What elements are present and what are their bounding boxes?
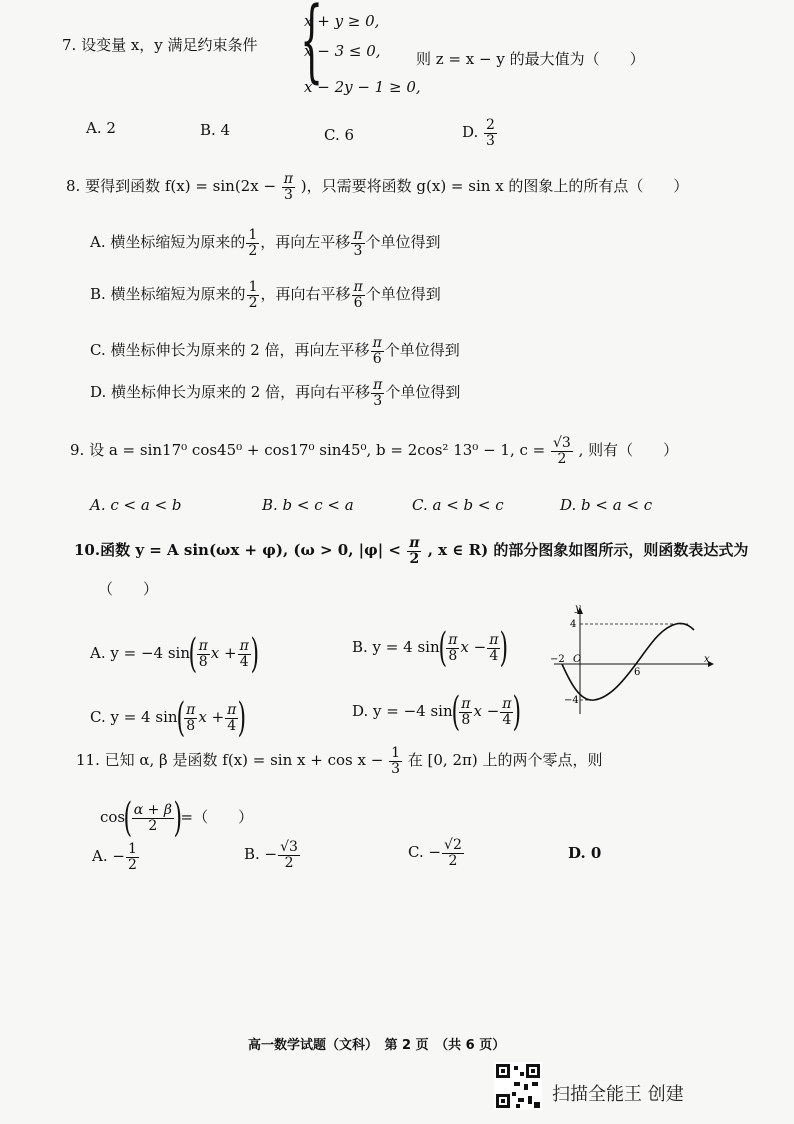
q8-b-mid: ，再向右平移 xyxy=(260,285,351,304)
q8-three: 3 xyxy=(283,186,293,203)
q11-ab: α + β xyxy=(133,801,172,818)
tick-minus-4: −4 xyxy=(564,695,579,706)
q9-den: 2 xyxy=(557,450,567,467)
q8-b-den: 2 xyxy=(248,294,258,311)
q11-c-num: √2 xyxy=(444,837,462,853)
q10-a-four: 4 xyxy=(239,653,249,670)
qr-code-icon xyxy=(494,1062,542,1110)
q11-eq: =（ ） xyxy=(180,808,254,826)
q10-d-eight: 8 xyxy=(461,711,471,728)
q8-c-pi: π xyxy=(372,335,382,351)
q10-b-label: B. y = 4 sin xyxy=(352,638,440,656)
q11-expression: cos( $\frac{\alpha + \beta}{2}$ )=（ ） xyxy=(100,795,254,841)
q10-b-eight: 8 xyxy=(448,647,458,664)
page-footer: 高一数学试题（文科） 第 2 页 （共 6 页） xyxy=(248,1038,506,1053)
q11-cos: cos xyxy=(100,808,126,826)
q8-a-post: 个单位得到 xyxy=(365,233,441,252)
q9-stem-text: 9. 设 a = sin17⁰ cos45⁰ + cos17⁰ sin45⁰, b = 2cos² 13⁰ − 1, c = xyxy=(70,441,546,460)
q10-b-four: 4 xyxy=(489,647,499,664)
q11-a-num: 1 xyxy=(127,841,137,857)
q7-d-den: 3 xyxy=(486,132,495,149)
q8-a-three: 3 xyxy=(353,242,363,259)
q9-tail: , 则有（ ） xyxy=(578,441,679,460)
q7-constraint-1: x + y ≥ 0, xyxy=(304,12,380,30)
q10-a-x: x + xyxy=(210,644,237,662)
q7-stem: 7. 设变量 x，y 满足约束条件 xyxy=(62,36,258,54)
q8-stem-post: )，只需要将函数 g(x) = sin x 的图象上的所有点（ ） xyxy=(300,177,689,196)
q9-option-a: A. c < a < b xyxy=(90,496,182,514)
q7-constraint-2: x − 3 ≤ 0, xyxy=(304,42,381,60)
origin-label: O xyxy=(573,654,582,665)
q8-d-three: 3 xyxy=(373,392,383,409)
q10-c-eight: 8 xyxy=(186,717,196,734)
q10-blank: （ ） xyxy=(98,580,159,598)
q7-option-a: A. 2 xyxy=(86,119,116,137)
q7-option-c: C. 6 xyxy=(324,126,355,144)
q8-pi: π xyxy=(283,171,293,187)
q7-option-d-label: D. xyxy=(462,123,479,142)
q8-c-pre: C. 横坐标伸长为原来的 2 倍，再向左平移 xyxy=(90,341,370,360)
q10-d-pi2: π xyxy=(502,695,512,712)
q10-c-x: x + xyxy=(198,708,225,726)
q7-option-b: B. 4 xyxy=(200,121,231,139)
q7-option-d xyxy=(462,118,498,148)
q9-option-c: C. a < b < c xyxy=(412,496,504,514)
q10-stem-a: 10.函数 y = A sin(ωx + φ), (ω > 0, |φ| < xyxy=(74,541,401,560)
q10-a-pi1: π xyxy=(198,637,208,654)
q10-stem xyxy=(74,536,748,566)
q10-d-label: D. y = −4 sin xyxy=(352,702,453,720)
y-axis-label: y xyxy=(575,603,581,614)
q10-a-pi2: π xyxy=(239,637,249,654)
q10-c-four: 4 xyxy=(227,717,237,734)
q10-b-x: x − xyxy=(460,638,487,656)
q10-two: 2 xyxy=(409,550,420,567)
tick-6: 6 xyxy=(634,667,641,678)
q10-c-label: C. y = 4 sin xyxy=(90,708,178,726)
q10-b-pi2: π xyxy=(489,631,499,648)
q11-two: 2 xyxy=(148,817,158,834)
q10-c-pi2: π xyxy=(227,701,237,718)
q11-stem-text: 11. 已知 α, β 是函数 f(x) = sin x + cos x − xyxy=(76,751,384,770)
q11-option-d: D. 0 xyxy=(568,844,602,862)
q8-b-post: 个单位得到 xyxy=(365,285,441,304)
q10-d-four: 4 xyxy=(502,711,512,728)
q11-option-a xyxy=(92,842,140,872)
q8-a-pre: A. 横坐标缩短为原来的 xyxy=(90,233,246,252)
q8-stem xyxy=(66,172,688,202)
q8-d-post: 个单位得到 xyxy=(385,383,461,402)
q9-num: √3 xyxy=(553,435,571,451)
q8-d-pi: π xyxy=(373,377,383,393)
q10-pi: π xyxy=(409,535,420,551)
q8-d-pre: D. 横坐标伸长为原来的 2 倍，再向右平移 xyxy=(90,383,371,402)
q10-option-c: C. y = 4 sin( $\frac{\pi}{8}$ x + $\frac{\pi}{4}$ ) xyxy=(90,695,247,741)
q7-tail: 则 z = x − y 的最大值为（ ） xyxy=(416,50,645,68)
q11-three: 3 xyxy=(391,760,400,777)
q8-c-six: 6 xyxy=(372,350,382,367)
q11-b-den: 2 xyxy=(284,854,294,871)
q10-stem-b: , x ∈ R) 的部分图象如图所示，则函数表达式为 xyxy=(427,541,749,560)
q10-sine-graph xyxy=(548,602,718,722)
tick-minus-2: −2 xyxy=(550,654,565,665)
q11-one: 1 xyxy=(391,745,400,761)
q11-tail: 在 [0, 2π) 上的两个零点，则 xyxy=(407,751,603,770)
scanner-watermark: 扫描全能王 创建 xyxy=(552,1084,684,1105)
q11-a-label: A. − xyxy=(92,847,125,866)
q11-option-c xyxy=(408,838,465,868)
q10-d-pi1: π xyxy=(461,695,471,712)
q11-option-b xyxy=(244,840,301,870)
q8-option-b xyxy=(90,280,441,310)
q8-a-mid: ，再向左平移 xyxy=(260,233,351,252)
tick-4: 4 xyxy=(570,619,577,630)
q10-option-d: D. y = −4 sin( $\frac{\pi}{8}$ x − $\frac{\pi}{4}$ ) xyxy=(352,689,522,735)
q8-option-a xyxy=(90,228,441,258)
q8-b-pre: B. 横坐标缩短为原来的 xyxy=(90,285,246,304)
q8-b-num: 1 xyxy=(248,279,258,295)
q9-option-b: B. b < c < a xyxy=(262,496,354,514)
q10-b-pi1: π xyxy=(448,631,458,648)
q11-stem xyxy=(76,746,603,776)
q8-a-pi: π xyxy=(353,227,363,243)
q8-b-six: 6 xyxy=(353,294,363,311)
q9-stem xyxy=(70,436,678,466)
q10-d-x: x − xyxy=(473,702,500,720)
q8-b-pi: π xyxy=(353,279,363,295)
q7-d-num: 2 xyxy=(486,117,495,133)
q11-b-num: √3 xyxy=(280,839,298,855)
q10-option-b: B. y = 4 sin( $\frac{\pi}{8}$ x − $\frac{\pi}{4}$ ) xyxy=(352,625,509,671)
q10-c-pi1: π xyxy=(186,701,196,718)
q7-brace: { xyxy=(300,0,324,93)
q11-b-label: B. − xyxy=(244,845,278,864)
q11-c-den: 2 xyxy=(448,852,458,869)
q9-option-d: D. b < a < c xyxy=(560,496,653,514)
q8-c-post: 个单位得到 xyxy=(384,341,460,360)
q8-option-c xyxy=(90,336,460,366)
q8-a-num: 1 xyxy=(248,227,258,243)
q7-constraint-3: x − 2y − 1 ≥ 0, xyxy=(304,78,421,96)
sine-curve xyxy=(562,623,694,700)
q11-a-den: 2 xyxy=(127,856,137,873)
q10-a-label: A. y = −4 sin xyxy=(90,644,190,662)
x-axis-label: x xyxy=(704,654,710,665)
q8-a-den: 2 xyxy=(248,242,258,259)
q11-c-label: C. − xyxy=(408,843,442,862)
q8-stem-pre: 8. 要得到函数 f(x) = sin(2x − xyxy=(66,177,277,196)
q10-option-a: A. y = −4 sin( $\frac{\pi}{8}$ x + $\frac{\pi}{4}$ ) xyxy=(90,631,259,677)
q10-a-eight: 8 xyxy=(198,653,208,670)
q8-option-d xyxy=(90,378,460,408)
